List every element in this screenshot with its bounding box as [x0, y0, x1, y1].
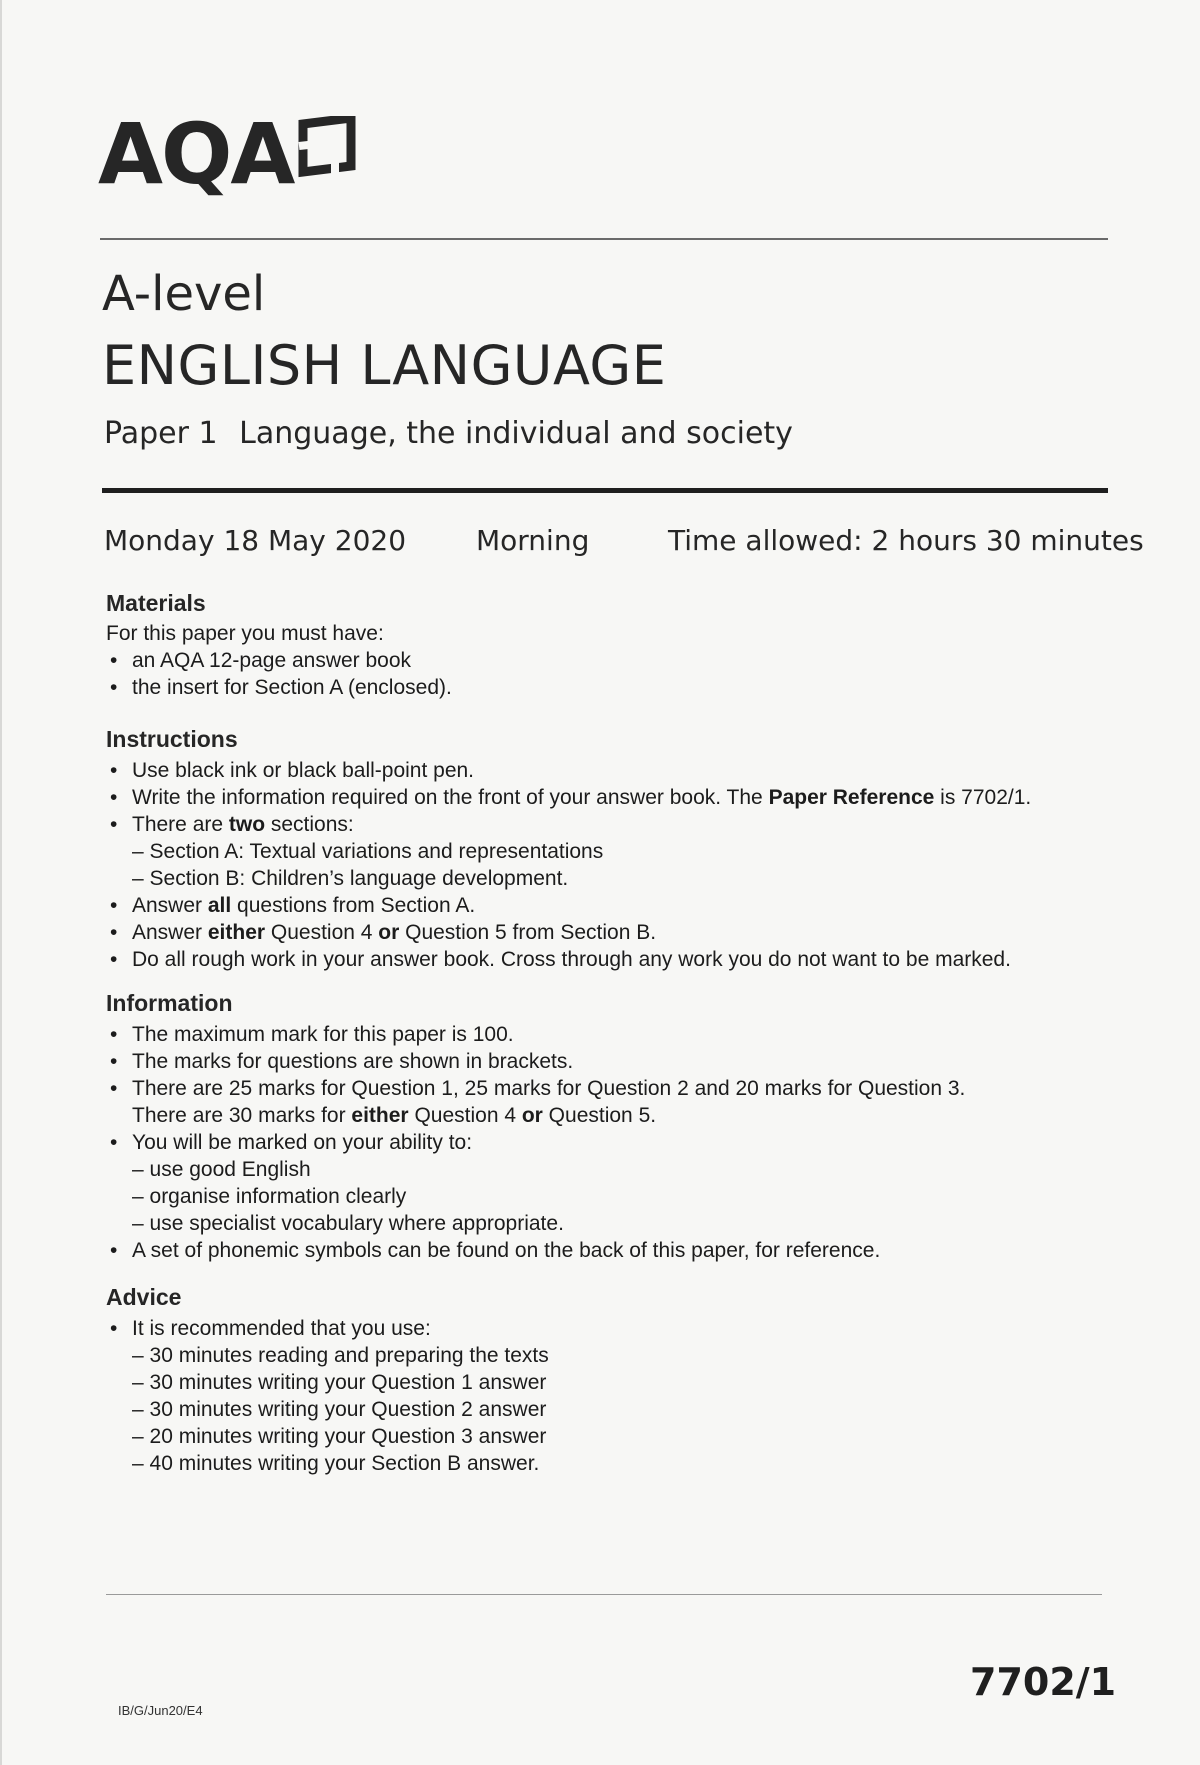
sub-list — [132, 1342, 1106, 1477]
text: Write the information required on the front of your answer book. The — [132, 786, 769, 809]
exam-date: Monday 18 May 2020 — [104, 524, 407, 557]
text: sections: — [265, 813, 354, 836]
text: • There are 25 marks for Question 1, 25 marks for Question 2 and 20 marks for Question 3. — [132, 1077, 966, 1100]
sub-item: – 30 minutes writing your Question 2 answer — [132, 1398, 547, 1421]
bold-text: two — [228, 813, 266, 836]
aqa-logo — [98, 105, 357, 203]
header-divider — [100, 238, 1108, 240]
advice-heading: Advice — [106, 1284, 182, 1310]
advice-list — [106, 1315, 1106, 1477]
instructions-list — [106, 757, 1106, 973]
text: Question 4 — [408, 1104, 522, 1127]
sub-item: – use specialist vocabulary where appropriate. — [132, 1212, 564, 1235]
text: Question 5 from Section B. — [399, 921, 657, 944]
sub-item: – use good English — [132, 1158, 311, 1181]
list-item: • The maximum mark for this paper is 100. — [106, 1021, 1106, 1048]
title-divider — [102, 488, 1108, 493]
list-item — [106, 1129, 1106, 1237]
bold-text: either — [351, 1104, 409, 1127]
sub-item: – 20 minutes writing your Question 3 answer — [132, 1425, 547, 1448]
subject-title: ENGLISH LANGUAGE — [102, 334, 667, 397]
list-item: • Do all rough work in your answer book. Cross through any work you do not want to be marked. — [106, 946, 1106, 973]
materials-list — [106, 647, 1106, 701]
paper-reference: 7702/1 — [970, 1660, 1117, 1704]
text: Answer — [132, 921, 208, 944]
sub-list — [132, 838, 1106, 892]
paper-title — [104, 416, 793, 451]
exam-session: Morning — [476, 524, 590, 557]
list-item: • the insert for Section A (enclosed). — [106, 674, 1106, 701]
list-item: • an AQA 12-page answer book — [106, 647, 1106, 674]
sub-item: – 40 minutes writing your Section B answer. — [132, 1452, 540, 1475]
qualification-level: A-level — [102, 266, 266, 322]
information-heading: Information — [106, 990, 233, 1016]
sub-item: – Section A: Textual variations and representations — [132, 840, 604, 863]
advice-section — [106, 1284, 1106, 1477]
list-item — [106, 811, 1106, 892]
information-section — [106, 990, 1106, 1264]
bold-text: all — [207, 894, 232, 917]
text: is 7702/1. — [934, 786, 1032, 809]
text: Answer — [132, 894, 208, 917]
sub-item: – 30 minutes reading and preparing the texts — [132, 1344, 549, 1367]
paper-name: Language, the individual and society — [239, 416, 793, 451]
sub-item: – organise information clearly — [132, 1185, 407, 1208]
materials-heading: Materials — [106, 590, 206, 616]
text: Question 5. — [542, 1104, 657, 1127]
sub-item: – Section B: Children’s language development. — [132, 867, 569, 890]
text: There are 30 marks for — [132, 1104, 352, 1127]
list-item: • A set of phonemic symbols can be found on the back of this paper, for reference. — [106, 1237, 1106, 1264]
text: You will be marked on your ability to: — [132, 1131, 473, 1154]
bold-text: or — [521, 1104, 543, 1127]
bold-text: either — [207, 921, 266, 944]
instructions-section — [106, 726, 1106, 973]
footer-divider — [106, 1594, 1102, 1595]
materials-intro: For this paper you must have: — [106, 622, 384, 645]
list-item — [106, 892, 1106, 919]
list-item — [106, 919, 1106, 946]
list-item — [106, 1075, 1106, 1129]
sub-list — [132, 1156, 1106, 1237]
document-code: IB/G/Jun20/E4 — [118, 1703, 203, 1718]
list-item — [106, 784, 1106, 811]
sub-item: – 30 minutes writing your Question 1 answer — [132, 1371, 547, 1394]
text: Question 4 — [265, 921, 379, 944]
bold-text: Paper Reference — [768, 786, 935, 809]
list-item — [106, 1315, 1106, 1477]
logo-text: AQA — [98, 105, 294, 203]
instructions-heading: Instructions — [106, 726, 238, 752]
list-item: • Use black ink or black ball-point pen. — [106, 757, 1106, 784]
list-item: • The marks for questions are shown in brackets. — [106, 1048, 1106, 1075]
bold-text: or — [378, 921, 400, 944]
materials-section — [106, 590, 1106, 701]
time-allowed: Time allowed: 2 hours 30 minutes — [668, 524, 1144, 557]
text: questions from Section A. — [231, 894, 476, 917]
text: It is recommended that you use: — [132, 1317, 431, 1340]
text: There are — [132, 813, 229, 836]
aqa-logo-mark-icon — [297, 116, 357, 178]
information-list — [106, 1021, 1106, 1264]
paper-number: Paper 1 — [104, 416, 218, 451]
